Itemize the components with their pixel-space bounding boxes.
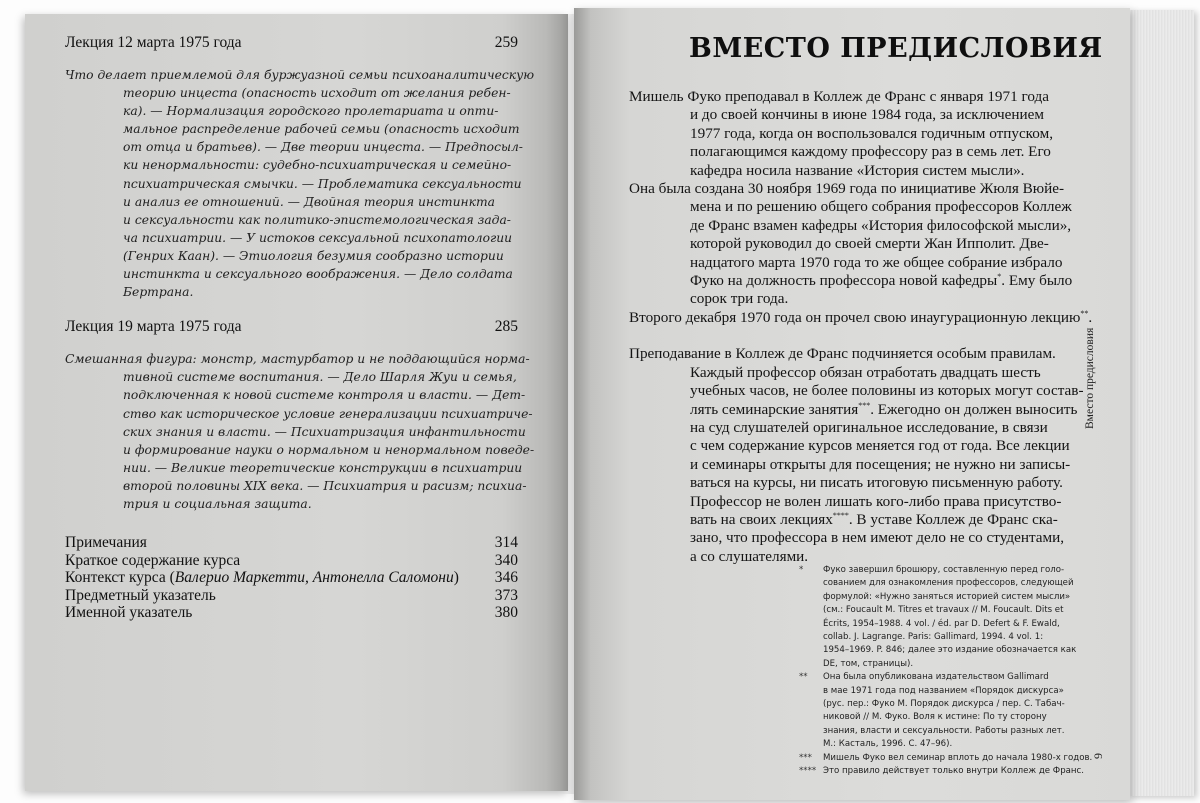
footnote-line: знания, власти и сексуальности. Работы разных лет. <box>823 725 1065 736</box>
text-line: кафедра носила название «История систем мысли». <box>690 161 1025 179</box>
footnote-text <box>823 671 1079 751</box>
summary-line: инстинкта и сексуального воображения. — Дело солдата <box>123 267 513 282</box>
footnote-ref: * <box>997 272 1002 281</box>
footnote-text <box>823 564 1079 671</box>
text-line: а со слушателями. <box>690 547 809 565</box>
footnote-text <box>823 765 1084 778</box>
summary-line: теорию инцеста (опасность исходит от желания ребен- <box>123 86 511 101</box>
text-line <box>629 511 1079 529</box>
footnote-line: collab. J. Lagrange. Paris: Gallimard, 1994. 4 vol. 1: <box>823 632 1044 643</box>
text-fragment: Фуко на должность профессора новой кафедры <box>690 272 998 290</box>
summary-line: и сексуальности как политико-эпистемологическая зада- <box>123 212 511 227</box>
toc-page: 314 <box>494 534 518 552</box>
text-line: зано, что профессора в нем имеют дело не со студентами, <box>690 529 1065 547</box>
footnote-line: формулой: «Нужно заняться историей систем мысли» <box>823 591 1071 602</box>
footnote <box>799 765 1084 778</box>
footnote-line: Écrits, 1954–1988. 4 vol. / éd. par D. Defert & F. Ewald, <box>823 618 1060 629</box>
text-fragment: . Ежегодно он должен выносить <box>870 400 1078 418</box>
lecture-page-number: 285 <box>494 318 518 336</box>
text-fragment: . В уставе Коллеж де Франс ска- <box>848 510 1058 528</box>
toc-page: 346 <box>494 569 518 587</box>
toc-label: Примечания <box>65 534 147 552</box>
footnote-ref: ** <box>1080 308 1089 318</box>
summary-line: от отца и братьев). — Две теории инцеста. — Предпосыл- <box>123 140 523 155</box>
text-fragment: вать на своих лекциях <box>690 510 833 528</box>
toc-row <box>65 552 518 570</box>
toc-label-authors: Валерио Маркетти, Антонелла Саломони <box>174 569 454 587</box>
footnote-text <box>823 752 1092 765</box>
running-head: Вместо предисловия <box>1084 327 1096 429</box>
page-number: 9 <box>1091 753 1105 759</box>
toc-label: Именной указатель <box>65 604 193 622</box>
summary-line: тивной системе воспитания. — Дело Шарля Жуи и семья, <box>123 370 517 385</box>
footnote-mark: *** <box>799 752 812 763</box>
lecture-page-number: 259 <box>494 34 518 51</box>
footnote-line: М.: Касталь, 1996. С. 47–96). <box>823 739 953 750</box>
footnote <box>799 671 1079 751</box>
footnote-line: 1954–1969. P. 846; далее это издание обозначается как <box>823 645 1077 656</box>
summary-line: Что делает приемлемой для буржуазной семьи психоаналитическую <box>65 68 535 82</box>
text-line: Профессор не волен лишать кого-либо права присутство- <box>690 492 1062 510</box>
toc-row <box>65 587 518 605</box>
toc-page: 380 <box>494 604 518 622</box>
footnote-line: в мае 1971 года под названием «Порядок дискурса» <box>823 685 1064 696</box>
summary-line: психиатрическая смычки. — Проблематика сексуальности <box>123 176 522 191</box>
summary-line: ка). — Нормализация городского пролетариата и опти- <box>123 104 499 119</box>
footnote <box>799 564 1079 671</box>
summary-line: второй половины XIX века. — Психиатрия и расизм; психиа- <box>123 478 527 493</box>
lecture-summary <box>65 66 535 301</box>
lecture-summary <box>65 350 535 513</box>
back-matter-list <box>65 534 518 622</box>
footnote-line: (см.: Foucault M. Titres et travaux // M. Foucault. Dits et <box>823 605 1064 616</box>
text-line: Мишель Фуко преподавал в Коллеж де Франс с января 1971 года <box>629 88 1049 105</box>
toc-row <box>65 569 518 587</box>
page-block-edges <box>1128 10 1194 796</box>
toc-row <box>65 534 518 552</box>
text-line: Каждый профессор обязан отработать двадцать шесть <box>690 363 1041 381</box>
footnote-ref: **** <box>832 510 849 520</box>
text-line: ваться на курсы, ни писать итоговую письменную работу. <box>690 474 1063 492</box>
right-page <box>574 8 1130 800</box>
text-line <box>629 308 1093 327</box>
text-line: де Франс взамен кафедры «История философской мысли», <box>690 216 1072 234</box>
lecture-title: Лекция 19 марта 1975 года <box>65 318 242 336</box>
toc-row <box>65 604 518 622</box>
summary-line: мальное распределение рабочей семьи (опасность исходит <box>123 122 520 137</box>
footnotes <box>799 564 1093 779</box>
text-fragment: лять семинарские занятия <box>690 400 859 418</box>
footnote-line: никовой // М. Фуко. Воля к истине: По ту сторону <box>823 712 1047 723</box>
text-fragment: . Ему было <box>1001 272 1073 290</box>
footnote-line: Она была опубликована издательством Gallimard <box>823 672 1049 683</box>
text-line <box>629 272 1079 290</box>
summary-line: ских знания и власти. — Психиатризация инфантильности <box>123 424 526 439</box>
text-line: которой руководил до своей смерти Жан Ипполит. Две- <box>690 235 1049 253</box>
footnote-line: (рус. пер.: Фуко М. Порядок дискурса / пер. С. Табач- <box>823 699 1065 710</box>
footnote-line: DE, том, страницы). <box>823 658 914 669</box>
footnote-mark: ** <box>799 672 808 683</box>
lecture-title: Лекция 12 марта 1975 года <box>65 34 242 51</box>
toc-label: Краткое содержание курса <box>65 551 241 569</box>
summary-line: (Генрих Каан). — Этиология безумия сообразно истории <box>123 248 504 263</box>
table-of-contents <box>65 34 535 622</box>
toc-label: Предметный указатель <box>65 586 216 604</box>
text-line: Преподавание в Коллеж де Франс подчиняется особым правилам. <box>629 345 1056 363</box>
footnote <box>799 752 1093 765</box>
text-line: 1977 года, когда он воспользовался годичным отпуском, <box>690 124 1054 142</box>
chapter-title: ВМЕСТО ПРЕДИСЛОВИЯ <box>689 33 1103 64</box>
summary-line: ство как историческое условие генерализации психиатриче- <box>123 406 533 421</box>
lecture-entry-heading <box>65 318 518 336</box>
text-line: и семинары открыты для посещения; не нужно ни записы- <box>690 455 1071 473</box>
summary-line: Смешанная фигура: монстр, мастурбатор и не поддающийся норма- <box>65 352 530 367</box>
summary-line: трия и социальная защита. <box>123 496 312 511</box>
text-line: и до своей кончины в июне 1984 года, за исключением <box>690 106 1044 124</box>
summary-line: нии. — Великие теоретические конструкции в психиатрии <box>123 460 523 475</box>
left-page <box>25 14 568 791</box>
text-line: на суд слушателей оригинальное исследование, в связи <box>690 418 1048 436</box>
text-line <box>629 401 1079 419</box>
text-fragment: Второго декабря 1970 года он прочел свою инаугурационную лекцию <box>629 308 1081 326</box>
summary-line: и формирование науки о нормальном и ненормальном поведе- <box>123 442 535 457</box>
text-line: полагающимся каждому профессору раз в семь лет. Его <box>690 143 1051 161</box>
summary-line: ча психиатрии. — У истоков сексуальной психопатологии <box>123 230 513 245</box>
footnote-mark: * <box>799 565 804 575</box>
summary-line: ки ненормальности: судебно-психиатрическая и семейно- <box>123 158 512 173</box>
toc-label <box>65 569 459 587</box>
toc-page: 373 <box>494 586 518 604</box>
summary-line: Бертрана. <box>123 285 194 300</box>
text-line: сорок три года. <box>690 290 789 308</box>
summary-line: и анализ ее отношений. — Двойная теория инстинкта <box>123 194 495 209</box>
toc-label-text: Контекст курса ( <box>65 569 175 587</box>
text-line: учебных часов, не более половины из которых могут состав- <box>690 382 1084 400</box>
text-line: с чем содержание курсов меняется год от года. Все лекции <box>690 437 1070 455</box>
footnote-line: Это правило действует только внутри Коллеж де Франс. <box>823 766 1084 777</box>
footnote-line: Фуко завершил брошюру, составленную перед голо- <box>823 565 1065 575</box>
text-line: Она была создана 30 ноября 1969 года по инициативе Жюля Вюйе- <box>629 180 1065 198</box>
text-line: мена и по решению общего собрания профессоров Коллеж <box>690 198 1072 216</box>
text-line: надцатого марта 1970 года то же общее собрание избрало <box>690 253 1063 271</box>
footnote-mark: **** <box>799 766 817 777</box>
paragraph-gap <box>629 327 1079 345</box>
text-fragment: . <box>1088 308 1093 326</box>
footnote-line: сованием для ознакомления профессоров, следующей <box>823 578 1074 589</box>
footnote-ref: *** <box>858 400 871 410</box>
lecture-entry-heading <box>65 34 518 52</box>
footnote-line: Мишель Фуко вел семинар вплоть до начала 1980-х годов. <box>823 752 1093 763</box>
toc-page: 340 <box>494 551 518 569</box>
summary-line: подключенная к новой системе контроля и власти. — Дет- <box>123 388 526 403</box>
toc-label-text: ) <box>453 569 459 587</box>
